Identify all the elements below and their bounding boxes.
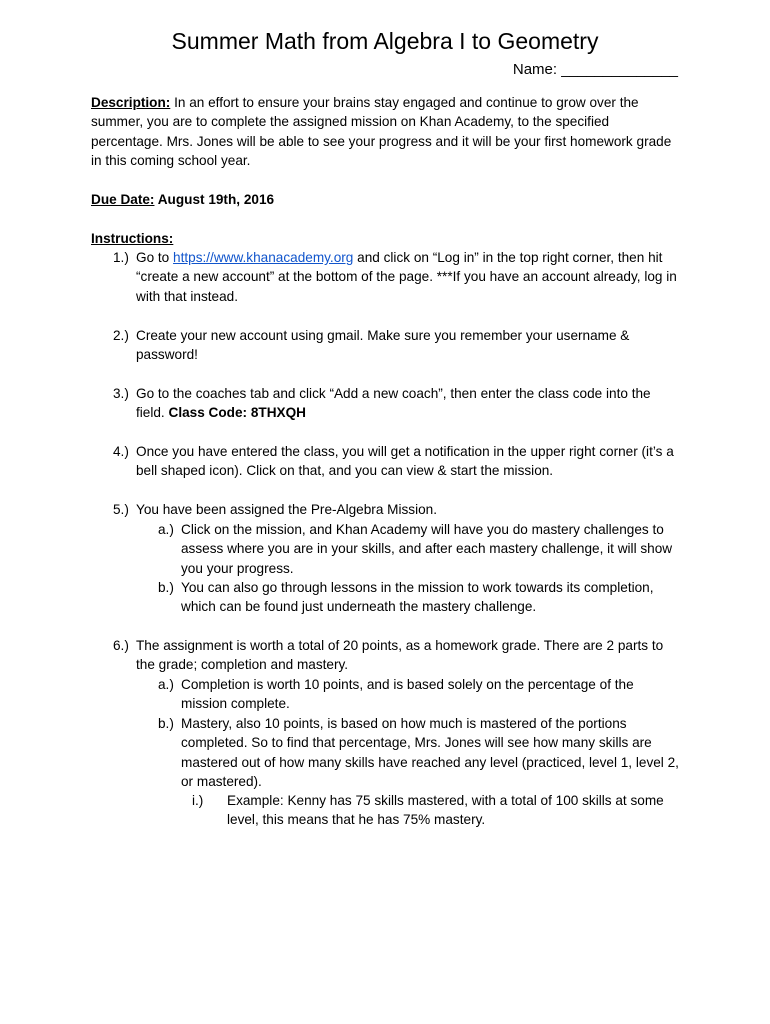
- substep-number: a.): [158, 522, 174, 537]
- khan-academy-link[interactable]: https://www.khanacademy.org: [173, 250, 354, 265]
- substep-number: b.): [158, 716, 174, 731]
- step-3: [113, 384, 681, 423]
- due-date-line: [91, 190, 681, 209]
- step-number: 6.): [113, 638, 129, 653]
- due-date-value: August 19th, 2016: [154, 192, 275, 207]
- step-number: 2.): [113, 328, 129, 343]
- substep-number: a.): [158, 677, 174, 692]
- subsubstep-text: Example: Kenny has 75 skills mastered, with a total of 100 skills at some level, this means that he has 75% mastery.: [227, 793, 664, 828]
- step-text: You have been assigned the Pre-Algebra Mission.: [136, 502, 438, 517]
- step-4: [113, 442, 681, 481]
- class-code: Class Code: 8THXQH: [168, 405, 306, 421]
- step-6b-i: [192, 791, 681, 830]
- substep-text: Completion is worth 10 points, and is based solely on the percentage of the mission complete.: [181, 677, 634, 712]
- due-date-label: Due Date:: [91, 192, 155, 207]
- step-text: The assignment is worth a total of 20 points, as a homework grade. There are 2 parts to the grade; completion and mastery.: [136, 638, 664, 673]
- substep-text: Mastery, also 10 points, is based on how much is mastered of the portions completed. So to find that percentage, Mrs. Jones will see how many skills are mastered out of how many skills have reached any level (practiced, level 1, level 2, or mastered).: [181, 716, 679, 790]
- step-text: Once you have entered the class, you will get a notification in the upper right corner (it’s a bell shaped icon). Click on that, and you can view & start the mission.: [136, 444, 674, 479]
- step-text-post: and click on “Log in” in the top right corner, then hit “create a new account” at the bottom of the page. ***If you have an account already, log in with that instead.: [136, 250, 677, 304]
- description-paragraph: [91, 93, 681, 171]
- substep-number: b.): [158, 580, 174, 595]
- step-text: Create your new account using gmail. Make sure you remember your username & password!: [136, 328, 630, 363]
- step-5b: [158, 578, 681, 617]
- instructions-label: Instructions:: [91, 231, 174, 246]
- step-5: [113, 500, 681, 519]
- step-number: 5.): [113, 502, 129, 517]
- step-text: [136, 248, 681, 306]
- substep-text: You can also go through lessons in the mission to work towards its completion, which can be found just underneath the mastery challenge.: [181, 580, 654, 615]
- subsubstep-number: i.): [192, 793, 204, 808]
- step-text-pre: Go to: [136, 250, 174, 265]
- step-number: 1.): [113, 250, 129, 265]
- step-2: [113, 326, 681, 365]
- description-label: Description:: [91, 95, 171, 110]
- step-number: 3.): [113, 386, 129, 401]
- page-title: Summer Math from Algebra I to Geometry: [171, 28, 599, 54]
- step-6: [113, 636, 681, 675]
- description-text: In an effort to ensure your brains stay engaged and continue to grow over the summer, you are to complete the assigned mission on Khan Academy, to the specified percentage. Mrs. Jones will be able to see your progress and it will be your first homework grade in this coming school year.: [91, 95, 672, 169]
- step-text-main: Go to the coaches tab and click “Add a new coach”, then enter the class code into the field.: [136, 386, 651, 421]
- step-6b: [158, 714, 681, 792]
- instructions-heading: [91, 229, 681, 248]
- step-text: [136, 384, 681, 423]
- step-1: [113, 248, 681, 306]
- step-number: 4.): [113, 444, 129, 459]
- step-6a: [158, 675, 681, 714]
- step-5a: [158, 520, 681, 578]
- name-field-label: Name: ______________: [512, 61, 678, 78]
- substep-text: Click on the mission, and Khan Academy will have you do mastery challenges to assess where you are in your skills, and after each mastery challenge, it will show you your progress.: [181, 522, 673, 576]
